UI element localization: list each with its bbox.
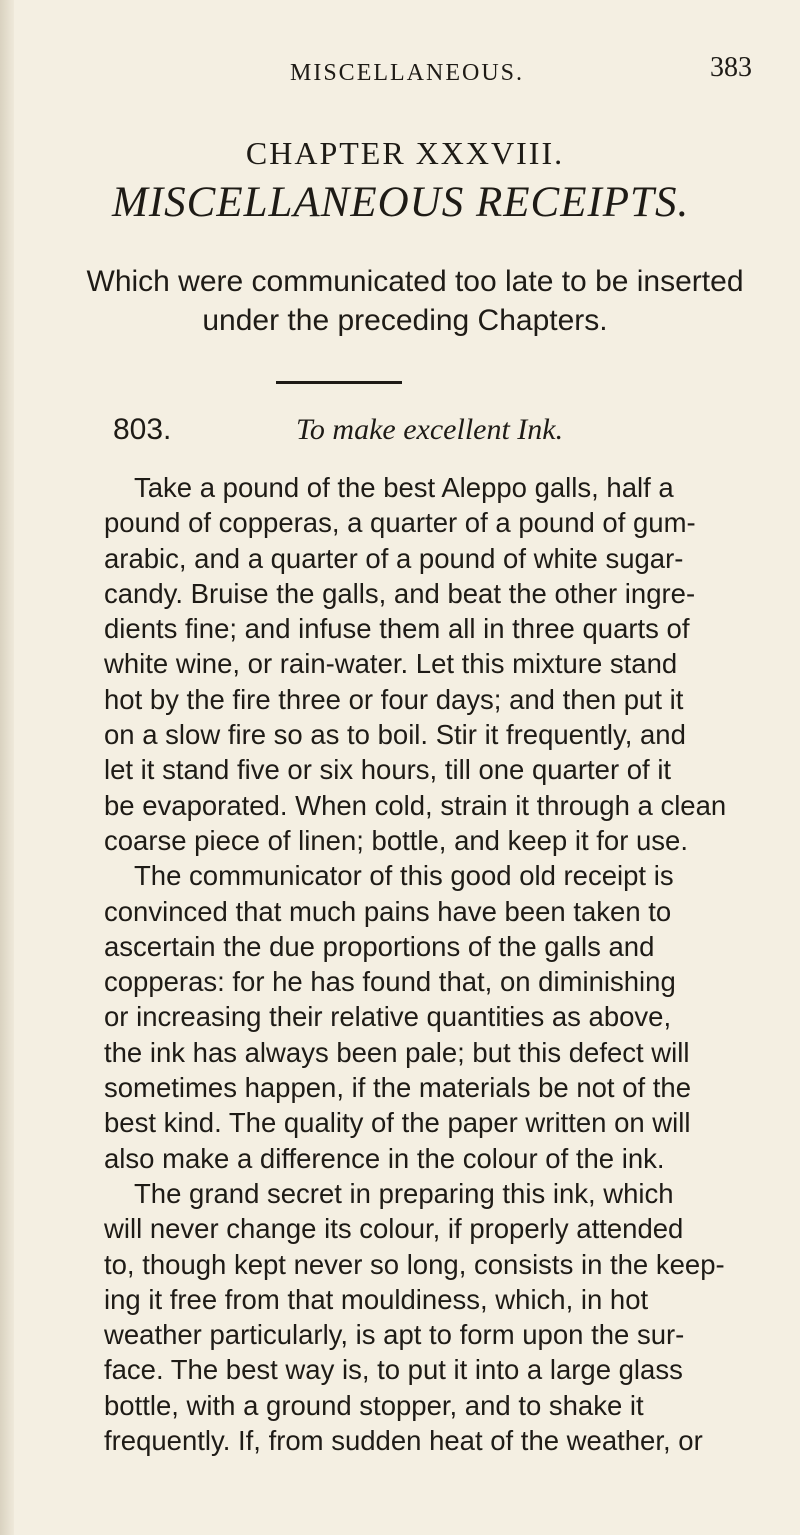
body-line: convinced that much pains have been taken to — [104, 895, 672, 927]
recipe-title: To make excellent Ink. — [296, 413, 564, 446]
body-line: coarse piece of linen; bottle, and keep it for use. — [104, 824, 688, 856]
body-line: candy. Bruise the galls, and beat the other ingre- — [104, 577, 696, 609]
body-line: frequently. If, from sudden heat of the weather, or — [104, 1425, 703, 1457]
recipe-number: 803. — [113, 413, 172, 446]
body-line: white wine, or rain-water. Let this mixture stand — [104, 648, 678, 680]
subtitle-line-2: under the preceding Chapters. — [202, 304, 608, 337]
body-line: let it stand five or six hours, till one quarter of it — [104, 754, 672, 786]
chapter-title: CHAPTER XXXVIII. — [245, 135, 565, 171]
body-text — [104, 470, 744, 1458]
subtitle-line-1: Which were communicated too late to be inserted — [86, 265, 744, 298]
body-line: ing it free from that mouldiness, which, in hot — [104, 1283, 649, 1315]
body-line: weather particularly, is apt to form upon the sur- — [104, 1319, 685, 1351]
body-line: face. The best way is, to put it into a large glass — [104, 1354, 683, 1386]
body-line: Take a pound of the best Aleppo galls, half a — [134, 472, 674, 503]
body-line: will never change its colour, if properly attended — [104, 1213, 684, 1245]
body-line: ascertain the due proportions of the galls and — [104, 930, 655, 962]
body-line: pound of copperas, a quarter of a pound of gum- — [104, 507, 696, 539]
body-line: dients fine; and infuse them all in three quarts of — [104, 613, 690, 645]
body-line: copperas: for he has found that, on diminishing — [104, 966, 676, 998]
body-line: hot by the fire three or four days; and then put it — [104, 683, 684, 715]
body-line: or increasing their relative quantities as above, — [104, 1001, 672, 1033]
section-heading: MISCELLANEOUS RECEIPTS. — [112, 179, 690, 226]
body-line: the ink has always been pale; but this defect will — [104, 1036, 690, 1068]
body-line: bottle, with a ground stopper, and to shake it — [104, 1389, 644, 1421]
page-binding-edge — [0, 0, 14, 1535]
body-line: also make a difference in the colour of the ink. — [104, 1142, 665, 1174]
body-line: on a slow fire so as to boil. Stir it frequently, and — [104, 719, 686, 751]
body-line: best kind. The quality of the paper written on will — [104, 1107, 691, 1139]
body-line: to, though kept never so long, consists in the keep- — [104, 1248, 725, 1280]
divider-rule — [276, 381, 402, 384]
body-line: arabic, and a quarter of a pound of white sugar- — [104, 542, 684, 574]
page-number: 383 — [710, 52, 752, 83]
body-line: be evaporated. When cold, strain it through a clean — [104, 789, 727, 821]
body-line: sometimes happen, if the materials be not of the — [104, 1072, 691, 1104]
running-head: MISCELLANEOUS. — [290, 60, 525, 86]
body-line: The grand secret in preparing this ink, which — [134, 1177, 674, 1209]
body-line: The communicator of this good old receipt is — [134, 860, 674, 892]
